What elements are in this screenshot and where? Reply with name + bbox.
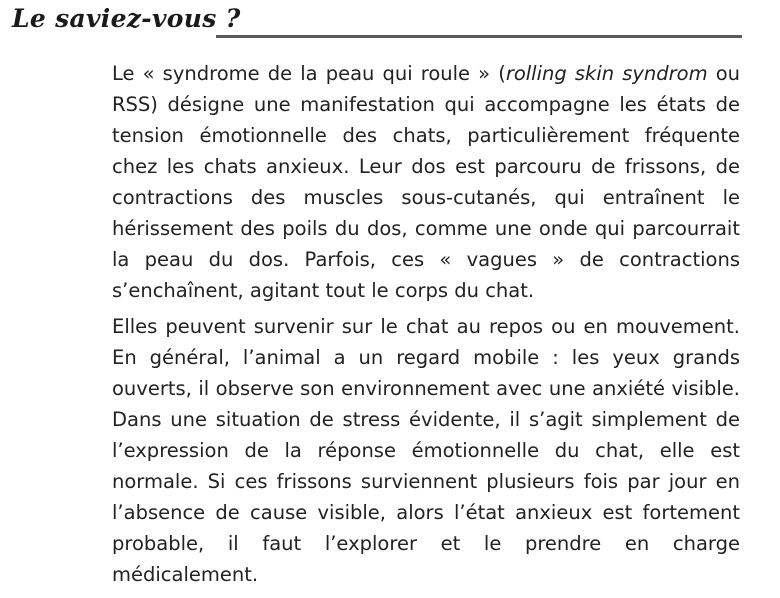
sidebar-heading <box>12 2 742 42</box>
paragraph-1 <box>112 58 740 306</box>
paragraph-1-english-term: rolling skin syndrom <box>505 62 708 85</box>
body-text <box>112 58 740 595</box>
heading-rule <box>216 35 742 38</box>
heading-title: Le saviez-vous ? <box>12 4 241 33</box>
paragraph-1-rest: ou RSS) désigne une manifestation qui accompagne les états de tension émotionnelle des chats, particulièrement fréquente chez les chats anxieux. Leur dos est parcouru de frissons, de contractions des muscles sous-cutanés, qui entraînent le hérissement des poils du dos, comme une onde qui parcourrait la peau du dos. Parfois, ces « vagues » de contractions s’enchaînent, agitant tout le corps du chat. <box>112 62 740 302</box>
paragraph-1-intro: Le « syndrome de la peau qui roule » ( <box>112 62 506 85</box>
paragraph-2: Elles peuvent survenir sur le chat au repos ou en mouvement. En général, l’animal a un regard mobile : les yeux grands ouverts, il observe son environnement avec une anxiété visible. Dans une situation de stress évidente, il s’agit simplement de l’expression de la réponse émotionnelle du chat, elle est normale. Si ces frissons surviennent plusieurs fois par jour en l’absence de cause visible, alors l’état anxieux est fortement probable, il faut l’explorer et le prendre en charge médicalement. <box>112 315 740 586</box>
